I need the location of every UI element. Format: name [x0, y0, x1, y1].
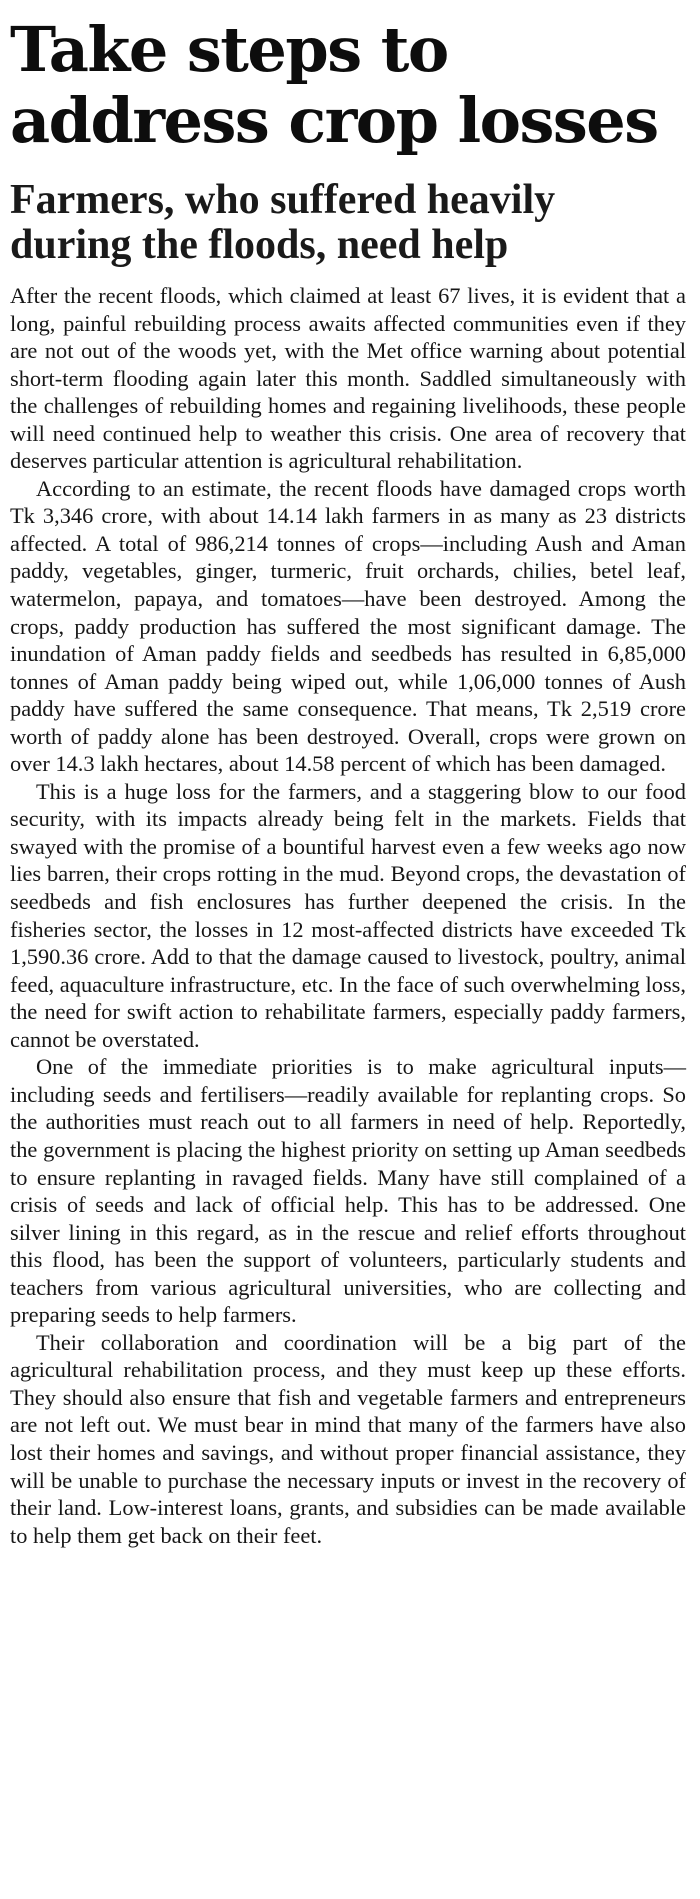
paragraph: Their collaboration and coordination will be a big part of the agricultural rehabilitation process, and they must keep up these efforts. They should also ensure that fish and vegetable farmers and entrepreneurs are not left out. We must bear in mind that many of the farmers have also lost their homes and savings, and without proper financial assistance, they will be unable to purchase the necessary inputs or invest in the recovery of their land. Low-interest loans, grants, and subsidies can be made available to help them get back on their feet.: [10, 1329, 686, 1548]
subheadline: Farmers, who suffered heavily during the floods, need help: [10, 177, 556, 268]
headline: Take steps to address crop losses: [10, 13, 658, 157]
paragraph: After the recent floods, which claimed at least 67 lives, it is evident that a long, painful rebuilding process awaits affected communities even if they are not out of the woods yet, with the Met office warning about potential short-term flooding again later this month. Saddled simultaneously with the challenges of rebuilding homes and regaining livelihoods, these people will need continued help to weather this crisis. One area of recovery that deserves particular attention is agricultural rehabilitation.: [10, 283, 686, 474]
paragraph: According to an estimate, the recent floods have damaged crops worth Tk 3,346 crore, with about 14.14 lakh farmers in as many as 23 districts affected. A total of 986,214 tonnes of crops—including Aush and Aman paddy, vegetables, ginger, turmeric, fruit orchards, chilies, betel leaf, watermelon, papaya, and tomatoes—have been destroyed. Among the crops, paddy production has suffered the most significant damage. The inundation of Aman paddy fields and seedbeds has resulted in 6,85,000 tonnes of Aman paddy being wiped out, while 1,06,000 tonnes of Aush paddy have suffered the same consequence. That means, Tk 2,519 crore worth of paddy alone has been destroyed. Overall, crops were grown on over 14.3 lakh hectares, about 14.58 percent of which has been damaged.: [10, 475, 686, 777]
paragraph: One of the immediate priorities is to make agricultural inputs—including seeds and fertilisers—readily available for replanting crops. So the authorities must reach out to all farmers in need of help. Reportedly, the government is placing the highest priority on setting up Aman seedbeds to ensure replanting in ravaged fields. Many have still complained of a crisis of seeds and lack of official help. This has to be addressed. One silver lining in this regard, as in the rescue and relief efforts throughout this flood, has been the support of volunteers, particularly students and teachers from various agricultural universities, who are collecting and preparing seeds to help farmers.: [10, 1054, 686, 1328]
paragraph: This is a huge loss for the farmers, and a staggering blow to our food security, with its impacts already being felt in the markets. Fields that swayed with the promise of a bountiful harvest even a few weeks ago now lies barren, their crops rotting in the mud. Beyond crops, the devastation of seedbeds and fish enclosures has further deepened the crisis. In the fisheries sector, the losses in 12 most-affected districts have exceeded Tk 1,590.36 crore. Add to that the damage caused to livestock, poultry, animal feed, aquaculture infrastructure, etc. In the face of such overwhelming loss, the need for swift action to rehabilitate farmers, especially paddy farmers, cannot be overstated.: [10, 778, 686, 1052]
article-body: [10, 282, 686, 1549]
article: [10, 14, 686, 1549]
